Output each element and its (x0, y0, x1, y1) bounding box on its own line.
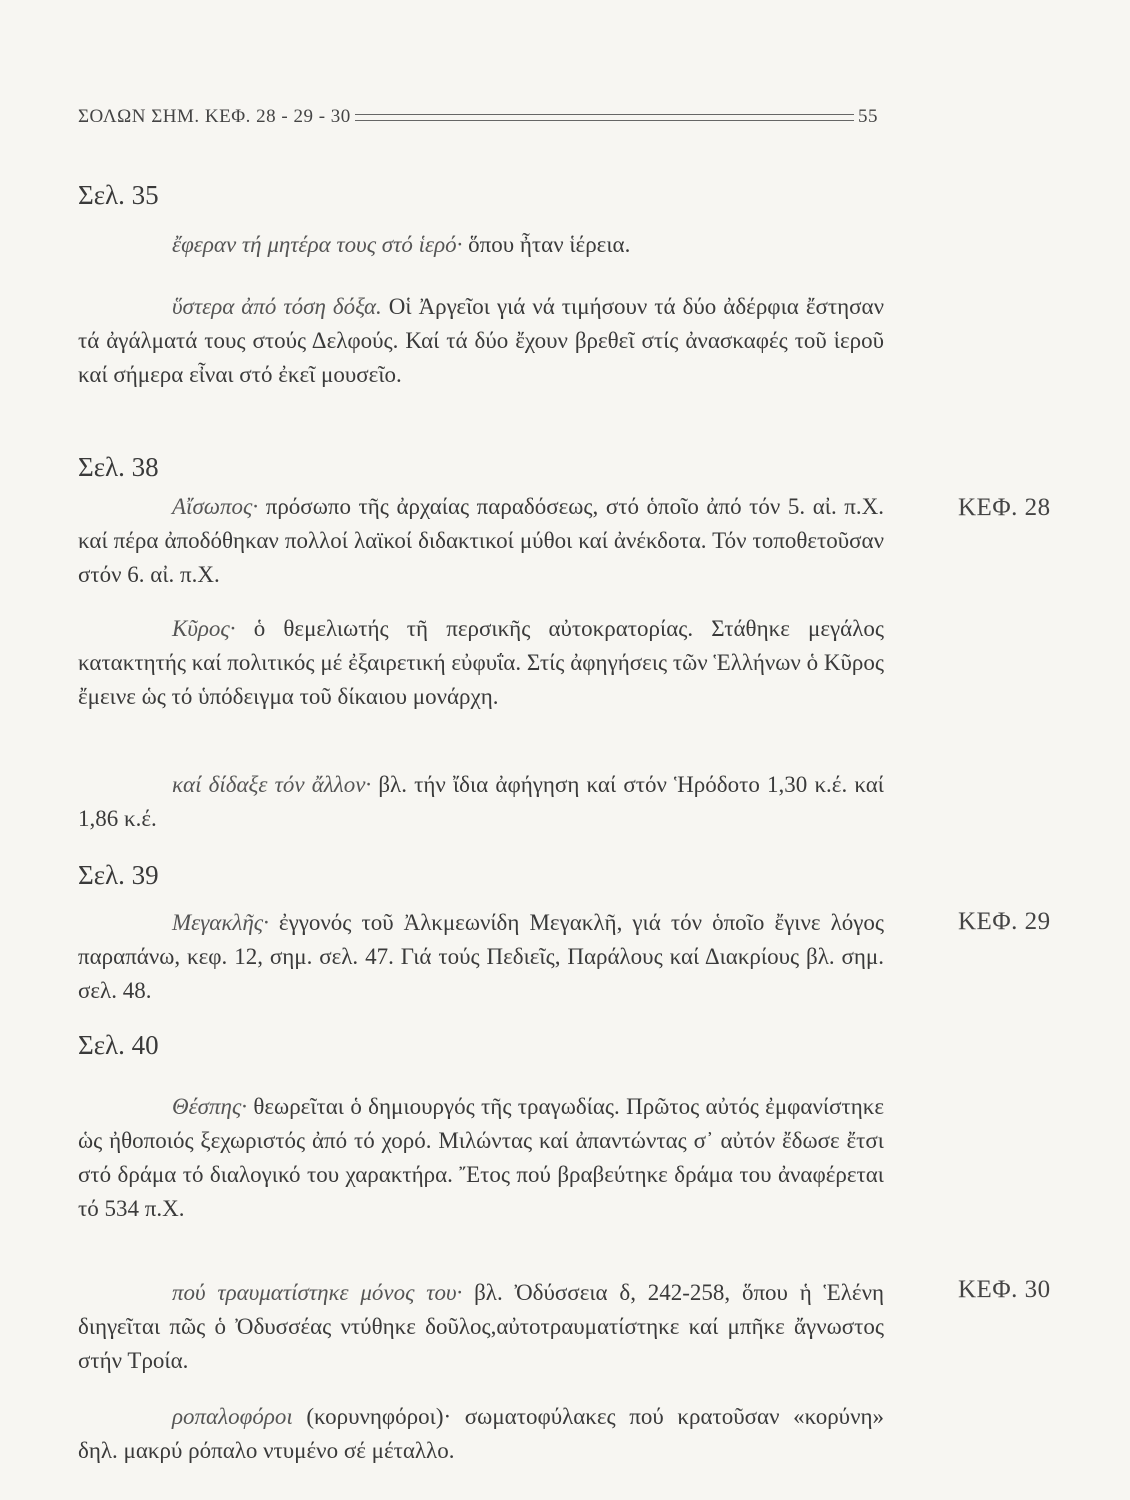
note-text: Οἱ Ἀργεῖοι γιά νά τιμήσουν τά δύο ἀδέρφια ἔστησαν τά ἀγάλματά τους στούς Δελφούς. Καί τά δύο ἔχουν βρεθεῖ στίς ἀνασκαφές τοῦ ἱεροῦ καί σήμερα εἶναι στό ἐκεῖ μουσεῖο. (78, 294, 884, 387)
header-title: ΣΟΛΩΝ ΣΗΜ. ΚΕΦ. 28 - 29 - 30 (78, 106, 351, 127)
note-paragraph (78, 1400, 884, 1468)
note-paragraph (78, 290, 884, 392)
note-paragraph (78, 906, 884, 1008)
note-term: καί δίδαξε τόν ἄλλον· (172, 772, 372, 797)
note-term: Αἴσωπος· (172, 494, 259, 519)
chapter-marker-29: ΚΕΦ. 29 (958, 908, 1051, 935)
note-paragraph (78, 768, 884, 836)
note-text: θεωρεῖται ὁ δημιουργός τῆς τραγωδίας. Πρῶτος αὐτός ἐμφανίστηκε ὡς ἠθοποιός ξεχωριστός ἀπό τό χορό. Μιλώντας καί ἀπαντώντας σ᾽ αὐτόν ἔδωσε ἔτσι στό δράμα τό διαλογικό του χαρακτήρα. Ἔτος πού βραβεύτηκε δράμα του ἀναφέρεται τό 534 π.Χ. (78, 1094, 884, 1221)
section-heading-39: Σελ. 39 (78, 860, 159, 890)
note-text: (κορυνηφόροι)· σωματοφύλακες πού κρατοῦσαν «κορύνη» δηλ. μακρύ ρόπαλο ντυμένο σέ μέταλλο. (78, 1404, 884, 1463)
note-text: ὅπου ἦταν ἱέρεια. (462, 232, 631, 257)
section-heading-40: Σελ. 40 (78, 1030, 159, 1060)
note-text: βλ. τήν ἴδια ἀφήγηση καί στόν Ἡρόδοτο 1,30 κ.έ. καί 1,86 κ.έ. (78, 772, 885, 831)
note-text: ἐγγονός τοῦ Ἀλκμεωνίδη Μεγακλῆ, γιά τόν ὁποῖο ἔγινε λόγος παραπάνω, κεφ. 12, σημ. σελ. 47. Γιά τούς Πεδιεῖς, Παράλους καί Διακρίους βλ. σημ. σελ. 48. (78, 910, 884, 1003)
section-heading-38: Σελ. 38 (78, 452, 159, 482)
note-paragraph (78, 1276, 884, 1378)
note-term: Θέσπης· (172, 1094, 248, 1119)
note-paragraph (78, 228, 884, 262)
page-number: 55 (858, 106, 878, 127)
note-paragraph (78, 1090, 884, 1226)
section-heading-35: Σελ. 35 (78, 180, 159, 210)
chapter-marker-30: ΚΕΦ. 30 (958, 1276, 1051, 1303)
note-term: ροπαλοφόροι (172, 1404, 293, 1429)
note-term: ἔφεραν τή μητέρα τους στό ἱερό· (172, 232, 463, 257)
note-term: πού τραυματίστηκε μόνος του· (172, 1280, 463, 1305)
running-header (78, 102, 878, 132)
header-rule (355, 114, 854, 121)
note-text: βλ. Ὀδύσσεια δ, 242-258, ὅπου ἡ Ἑλένη διηγεῖται πῶς ὁ Ὀδυσσέας ντύθηκε δοῦλος,αὐτοτραυματίστηκε καί μπῆκε ἄγνωστος στήν Τροία. (78, 1280, 884, 1373)
note-term: Κῦρος· (172, 616, 236, 641)
note-term: ὕστερα ἀπό τόση δόξα. (172, 294, 382, 319)
note-text: πρόσωπο τῆς ἀρχαίας παραδόσεως, στό ὁποῖο ἀπό τόν 5. αἰ. π.Χ. καί πέρα ἀποδόθηκαν πολλοί λαϊκοί διδακτικοί μύθοι καί ἀνέκδοτα. Τόν τοποθετοῦσαν στόν 6. αἰ. π.Χ. (78, 494, 884, 587)
note-term: Μεγακλῆς· (172, 910, 269, 935)
chapter-marker-28: ΚΕΦ. 28 (958, 494, 1051, 521)
note-paragraph (78, 490, 884, 592)
note-paragraph (78, 612, 884, 714)
note-text: ὁ θεμελιωτής τῆ περσικῆς αὐτοκρατορίας. Στάθηκε μεγάλος κατακτητής καί πολιτικός μέ ἐξαιρετική εὐφυΐα. Στίς ἀφηγήσεις τῶν Ἑλλήνων ὁ Κῦρος ἔμεινε ὡς τό ὑπόδειγμα τοῦ δίκαιου μονάρχη. (78, 616, 884, 709)
